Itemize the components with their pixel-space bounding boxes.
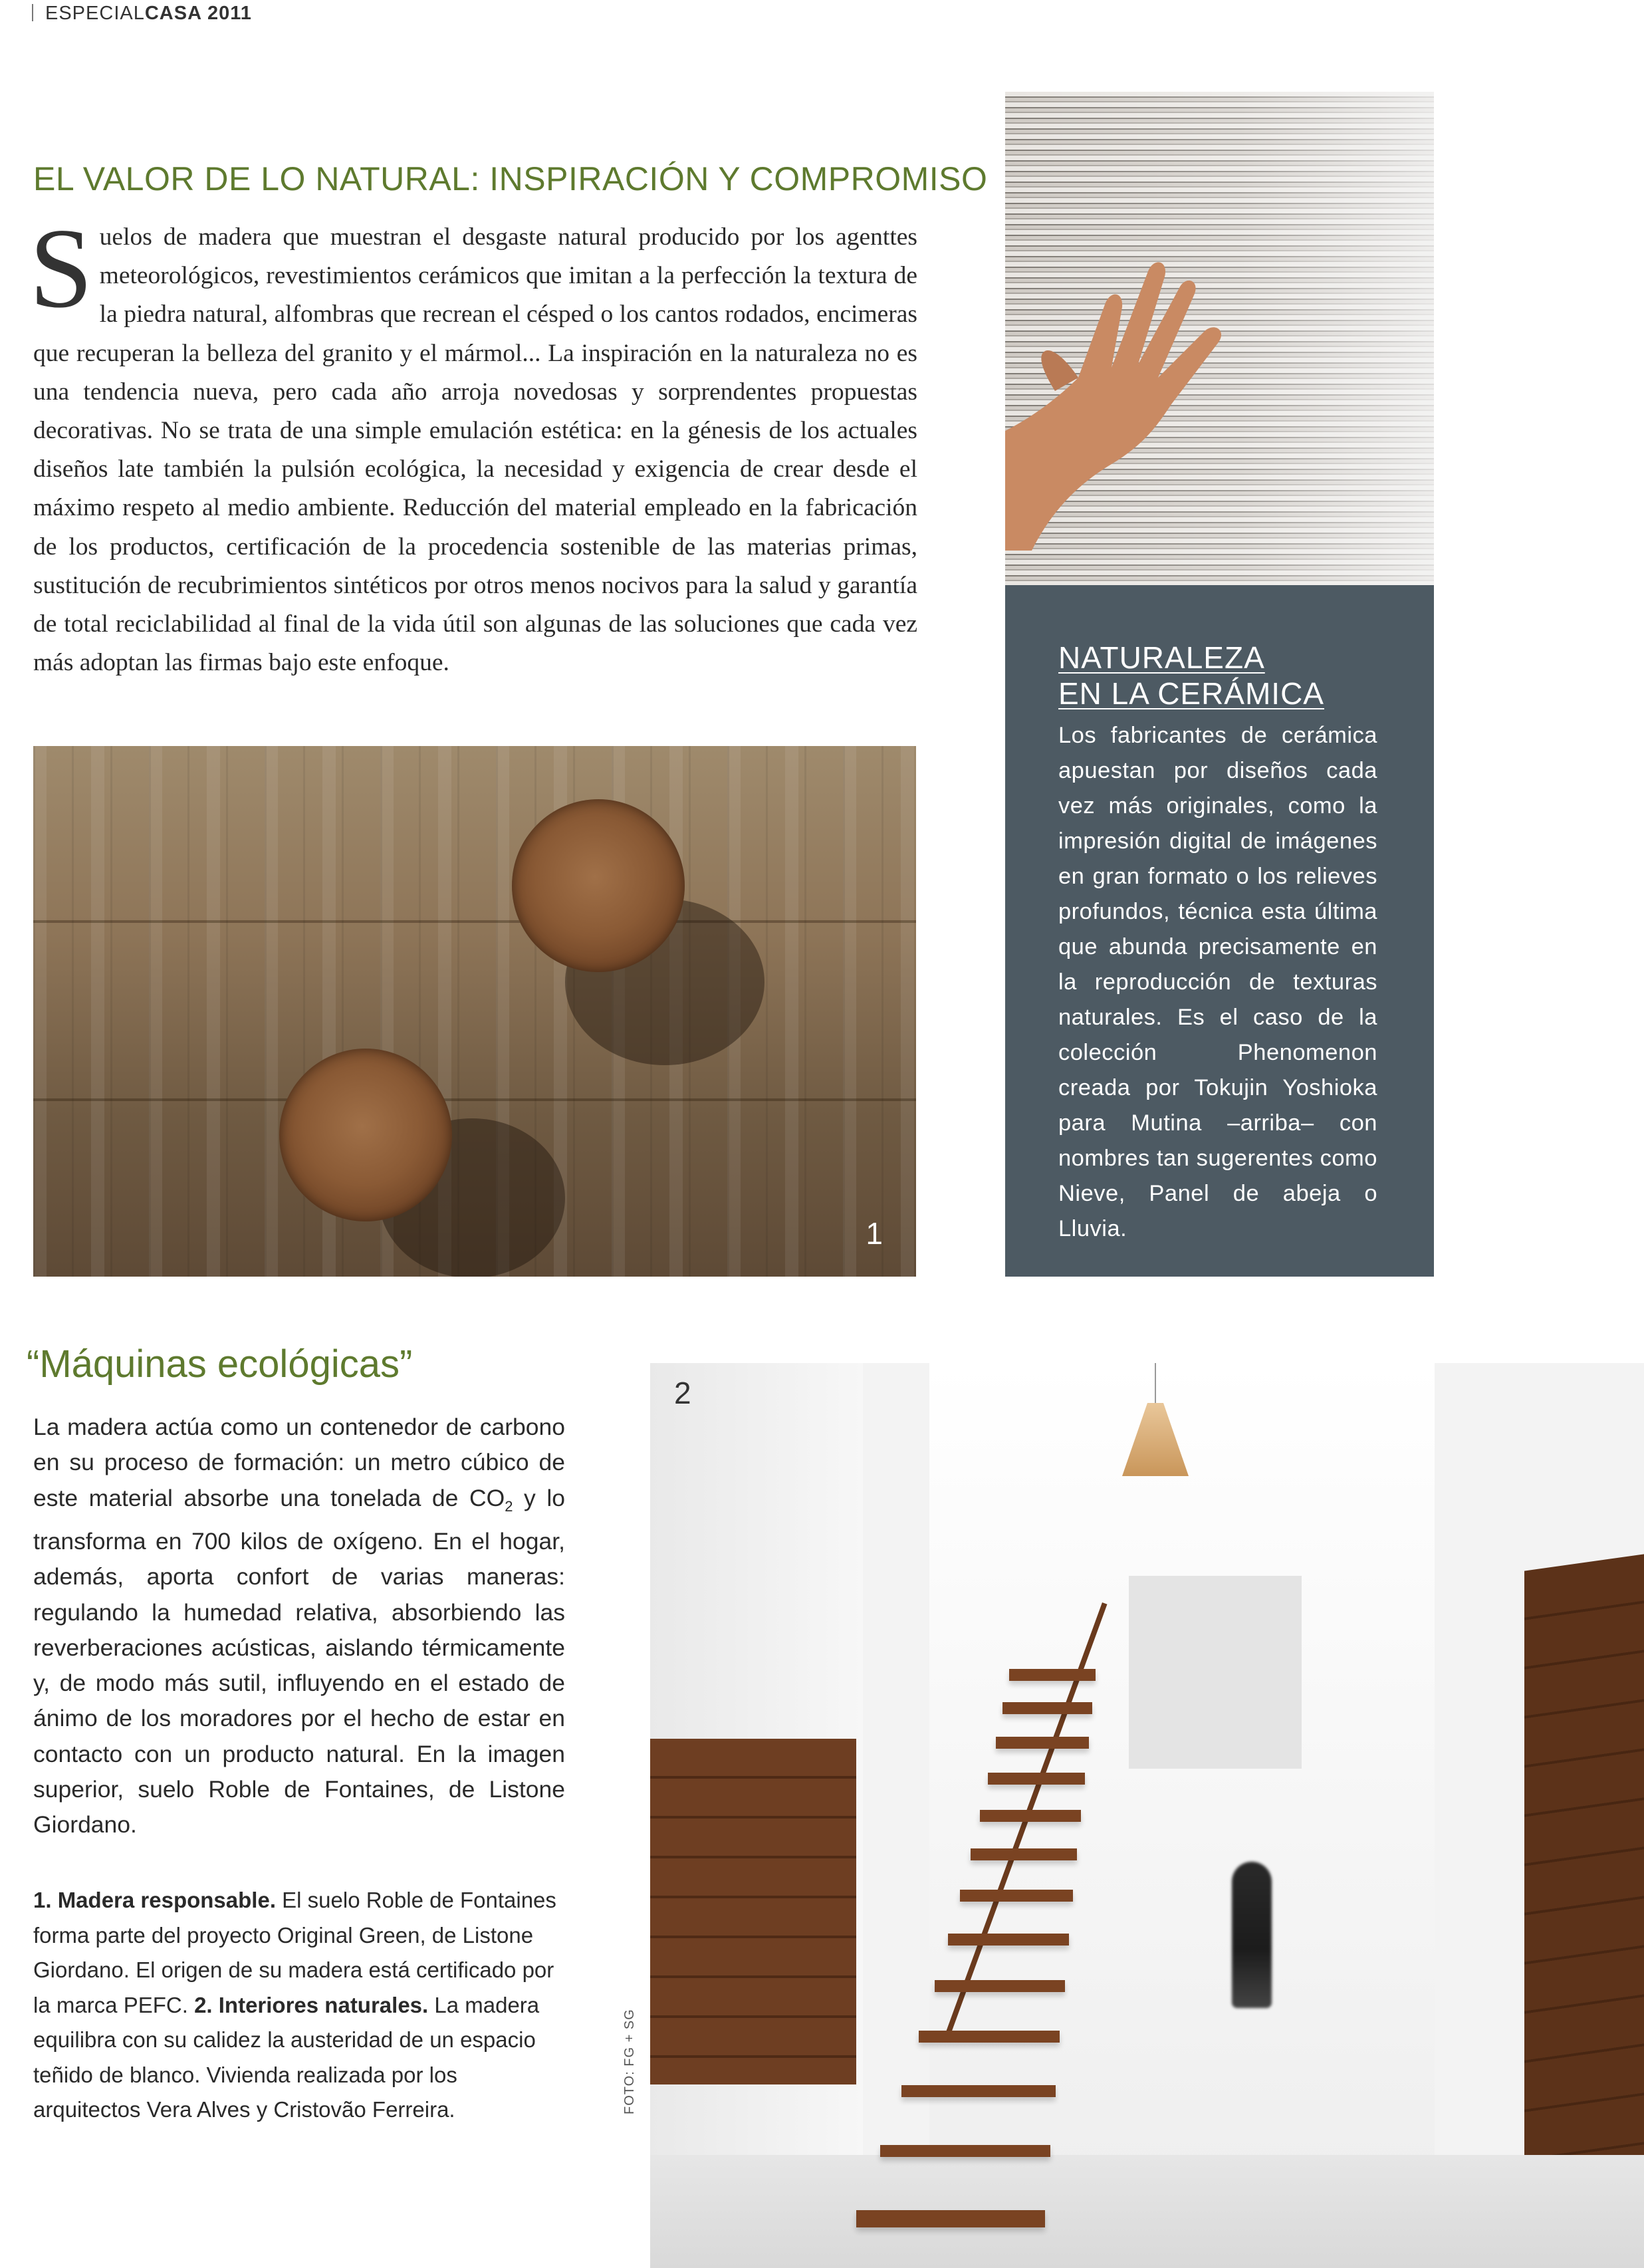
photo-captions	[33, 1883, 558, 2128]
hand-illustration	[1005, 225, 1244, 551]
article-dropcap: S	[29, 205, 93, 332]
staircase-photo	[650, 1363, 1644, 2268]
floor-seam	[33, 920, 916, 923]
page-header	[32, 3, 252, 25]
caption-1-text: El suelo Roble de Fontaines forma parte del proyecto Original Green, de Listone Giordano. El origen de su madera está certificado por la marca PEFC.	[33, 1888, 556, 2017]
basket-bottom	[279, 1049, 452, 1221]
sidebar-title-line1: NATURALEZA	[1058, 640, 1265, 675]
ceramic-relief-photo	[1005, 92, 1434, 585]
photo-credit: FOTO: FG + SG	[622, 2009, 637, 2114]
sidebar-body: Los fabricantes de cerámica apuestan por diseños cada vez más originales, como la impresión digital de imágenes en gran formato o los relieves profundos, técnica esta última que abunda precisamente en la reproducción de texturas naturales. Es el caso de la colección Phenomenon creada por Tokujin Yoshioka para Mutina –arriba– con nombres tan sugerentes como Nieve, Panel de abeja o Lluvia.	[1058, 723, 1377, 1241]
caption-2-text: La madera equilibra con su calidez la austeridad de un espacio teñido de blanco. Vivienda realizada por los arquitectos Vera Alves y Cristovão Ferreira.	[33, 1992, 540, 2122]
header-title: CASA 2011	[144, 3, 252, 24]
quote-body-part1: La madera actúa como un contenedor de carbono en su proceso de formación: un metro cúbico de este material absorbe una tonelada de CO	[33, 1414, 565, 1511]
stair-step	[856, 2210, 1045, 2227]
quote-heading: “Máquinas ecológicas”	[27, 1342, 413, 1386]
stair-step	[880, 2145, 1050, 2157]
floor-seam	[33, 1098, 916, 1101]
co2-subscript: 2	[505, 1497, 513, 1515]
sidebar-title	[1058, 640, 1404, 711]
stair-step	[935, 1980, 1065, 1992]
stair-step	[971, 1848, 1077, 1860]
caption-2-title: 2. Interiores naturales.	[194, 1992, 429, 2017]
stair-step	[996, 1737, 1089, 1749]
stair-step	[980, 1810, 1081, 1822]
image-number-2: 2	[674, 1376, 691, 1410]
stair-step	[988, 1773, 1085, 1785]
ceramic-sidebar-box	[1005, 585, 1434, 1277]
lamp-cord	[1155, 1363, 1156, 1404]
upper-landing	[1129, 1576, 1302, 1769]
article-heading: EL VALOR DE LO NATURAL: INSPIRACIÓN Y COMPROMISO	[33, 160, 988, 197]
stair-step	[960, 1890, 1073, 1902]
basket-top	[512, 799, 685, 972]
quote-body	[33, 1410, 565, 1843]
image-number-1: 1	[866, 1216, 883, 1251]
stair-step	[919, 2031, 1060, 2043]
article-body-text: uelos de madera que muestran el desgaste natural producido por los agenttes meteorológicos, revestimientos cerámicos que imitan a la perfección la textura de la piedra natural, alfombras que recrean el césped o los cantos rodados, encimeras que recuperan la belleza del granito y el mármol... La inspiración en la naturaleza no es una tendencia nueva, pero cada año arroja novedosas y sorprendentes propuestas decorativas. No se trata de una simple emulación estética: en la génesis de los actuales diseños late también la pulsión ecológica, la necesidad y exigencia de crear desde el máximo respeto al medio ambiente. Reducción del material empleado en la fabricación de los productos, certificación de la procedencia sostenible de las materias primas, sustitución de recubrimientos sintéticos por otros menos nocivos para la salud y garantía de total reciclabilidad al final de la vida útil son algunas de las soluciones que cada vez más adoptan las firmas bajo este enfoque.	[33, 223, 917, 677]
walking-person-figure	[1232, 1862, 1272, 2008]
wood-floor-photo	[33, 746, 916, 1277]
header-divider	[32, 4, 33, 21]
sidebar-title-line2: EN LA CERÁMICA	[1058, 676, 1324, 711]
header-prefix: ESPECIAL	[45, 3, 145, 24]
floor	[650, 2155, 1644, 2268]
article-body	[29, 205, 917, 682]
quote-body-part2: y lo transforma en 700 kilos de oxígeno. En el hogar, además, aporta confort de varias maneras: regulando la humedad relativa, absorbiendo las reverberaciones acústicas, aislando térmicamente y, de modo más sutil, influyendo en el estado de ánimo de los moradores por el hecho de estar en contacto con un producto natural. En la imagen superior, suelo Roble de Fontaines, de Listone Giordano.	[33, 1484, 565, 1838]
caption-1-title: 1. Madera responsable.	[33, 1888, 276, 1912]
left-wood-panel	[650, 1739, 856, 2084]
stair-step	[1002, 1702, 1092, 1714]
stair-step	[1009, 1669, 1096, 1681]
stair-step	[948, 1934, 1069, 1946]
stair-step	[901, 2085, 1056, 2097]
right-wood-wall	[1524, 1554, 1644, 2222]
